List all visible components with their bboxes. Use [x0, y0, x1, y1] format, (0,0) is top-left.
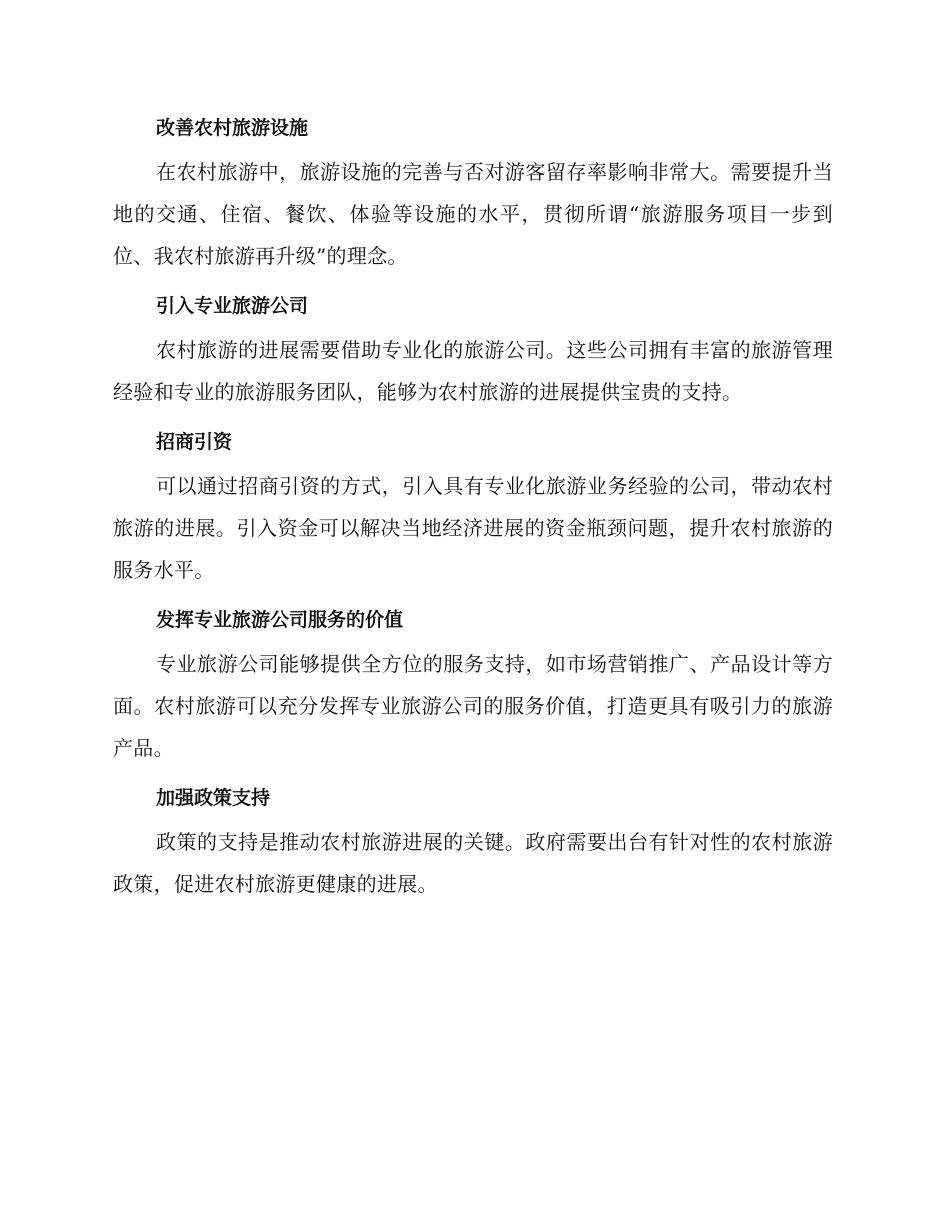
section-paragraph: 可以通过招商引资的方式，引入具有专业化旅游业务经验的公司，带动农村旅游的进展。引入资金可以解决当地经济进展的资金瓶颈问题，提升农村旅游的服务水平。 — [113, 474, 833, 582]
section-service-value — [113, 600, 833, 769]
section-paragraph: 农村旅游的进展需要借助专业化的旅游公司。这些公司拥有丰富的旅游管理经验和专业的旅游服务团队，能够为农村旅游的进展提供宝贵的支持。 — [113, 338, 833, 404]
section-professional-companies — [113, 286, 833, 413]
section-paragraph: 专业旅游公司能够提供全方位的服务支持，如市场营销推广、产品设计等方面。农村旅游可以充分发挥专业旅游公司的服务价值，打造更具有吸引力的旅游产品。 — [113, 652, 833, 760]
section-policy-support — [113, 778, 833, 905]
section-heading: 招商引资 — [156, 431, 233, 453]
section-paragraph: 在农村旅游中，旅游设施的完善与否对游客留存率影响非常大。需要提升当地的交通、住宿、餐饮、体验等设施的水平，贯彻所谓“旅游服务项目一步到位、我农村旅游再升级”的理念。 — [113, 160, 833, 268]
section-investment — [113, 422, 833, 591]
section-heading: 发挥专业旅游公司服务的价值 — [156, 609, 404, 631]
section-heading: 改善农村旅游设施 — [156, 117, 309, 139]
section-heading: 加强政策支持 — [156, 787, 271, 809]
document-page — [113, 108, 833, 914]
section-improve-facilities — [113, 108, 833, 277]
section-paragraph: 政策的支持是推动农村旅游进展的关键。政府需要出台有针对性的农村旅游政策，促进农村旅游更健康的进展。 — [113, 830, 833, 896]
section-heading: 引入专业旅游公司 — [156, 295, 309, 317]
